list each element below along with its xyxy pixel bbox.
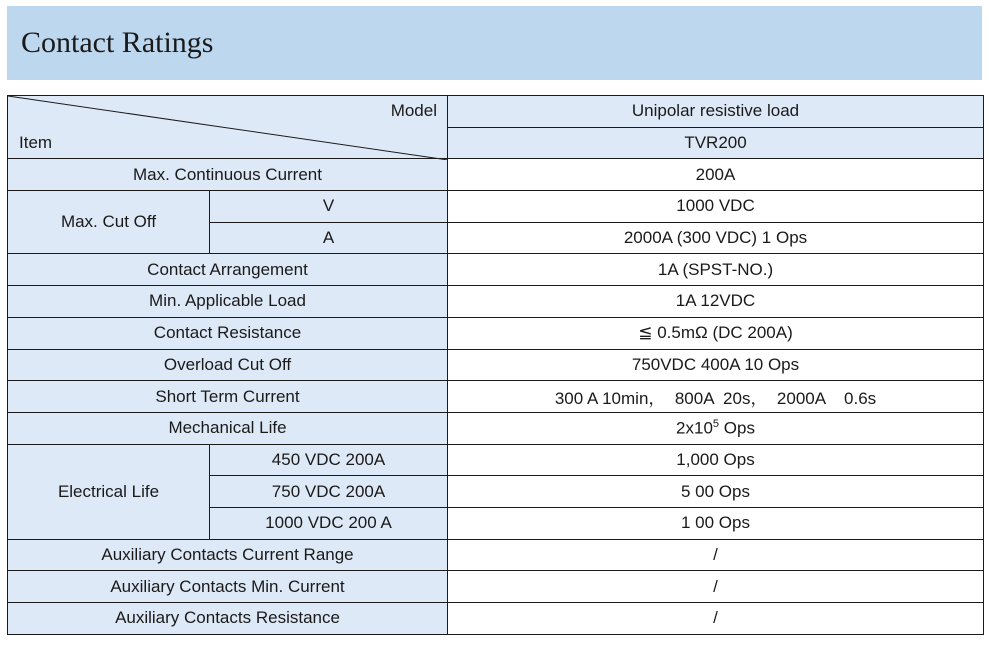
table-row	[8, 96, 984, 128]
row-value: 1A (SPST-NO.)	[448, 254, 984, 286]
row-label: Electrical Life	[8, 444, 210, 539]
table-row	[8, 286, 984, 318]
table-row	[8, 571, 984, 603]
row-value: 1 00 Ops	[448, 507, 984, 539]
row-label: Max. Cut Off	[8, 191, 210, 254]
header-corner-cell	[8, 96, 448, 159]
item-header-label: Item	[19, 133, 53, 153]
table-row	[8, 159, 984, 191]
row-label: Overload Cut Off	[8, 349, 448, 381]
sub-row-label: 750 VDC 200A	[210, 476, 448, 508]
contact-ratings-table	[7, 95, 984, 635]
row-label: Contact Arrangement	[8, 254, 448, 286]
table-row	[8, 412, 984, 444]
sub-row-label: A	[210, 222, 448, 254]
row-label: Max. Continuous Current	[8, 159, 448, 191]
title-banner	[7, 6, 982, 80]
load-type-header: Unipolar resistive load	[448, 96, 984, 128]
row-value: ≦ 0.5mΩ (DC 200A)	[448, 317, 984, 349]
model-name-header: TVR200	[448, 127, 984, 159]
sub-row-label: 1000 VDC 200 A	[210, 507, 448, 539]
row-label: Short Term Current	[8, 381, 448, 413]
mechanical-life-base: 2x10	[676, 418, 713, 438]
table-row	[8, 349, 984, 381]
row-value	[448, 412, 984, 444]
row-value: 1000 VDC	[448, 191, 984, 223]
table-row	[8, 539, 984, 571]
row-value: 1A 12VDC	[448, 286, 984, 318]
table-row	[8, 317, 984, 349]
page-title: Contact Ratings	[21, 26, 214, 59]
row-value: 5 00 Ops	[448, 476, 984, 508]
row-label: Auxiliary Contacts Min. Current	[8, 571, 448, 603]
mechanical-life-exponent: 5	[712, 417, 720, 430]
model-header-label: Model	[390, 101, 437, 120]
table-row	[8, 444, 984, 476]
sub-row-label: 450 VDC 200A	[210, 444, 448, 476]
table-row	[8, 603, 984, 635]
row-label: Min. Applicable Load	[8, 286, 448, 318]
sub-row-label: V	[210, 191, 448, 223]
row-value: 300 A 10min， 800A 20s， 2000A 0.6s	[448, 381, 984, 413]
row-value: 750VDC 400A 10 Ops	[448, 349, 984, 381]
row-label: Contact Resistance	[8, 317, 448, 349]
row-value: /	[448, 603, 984, 635]
row-value: /	[448, 539, 984, 571]
row-value: 1,000 Ops	[448, 444, 984, 476]
row-value: 200A	[448, 159, 984, 191]
row-value: 2000A (300 VDC) 1 Ops	[448, 222, 984, 254]
mechanical-life-unit: Ops	[719, 418, 755, 438]
table-row	[8, 254, 984, 286]
diagonal-divider	[8, 96, 448, 160]
row-label: Mechanical Life	[8, 412, 448, 444]
row-label: Auxiliary Contacts Current Range	[8, 539, 448, 571]
row-label: Auxiliary Contacts Resistance	[8, 603, 448, 635]
table-row	[8, 381, 984, 413]
table-row	[8, 191, 984, 223]
row-value: /	[448, 571, 984, 603]
